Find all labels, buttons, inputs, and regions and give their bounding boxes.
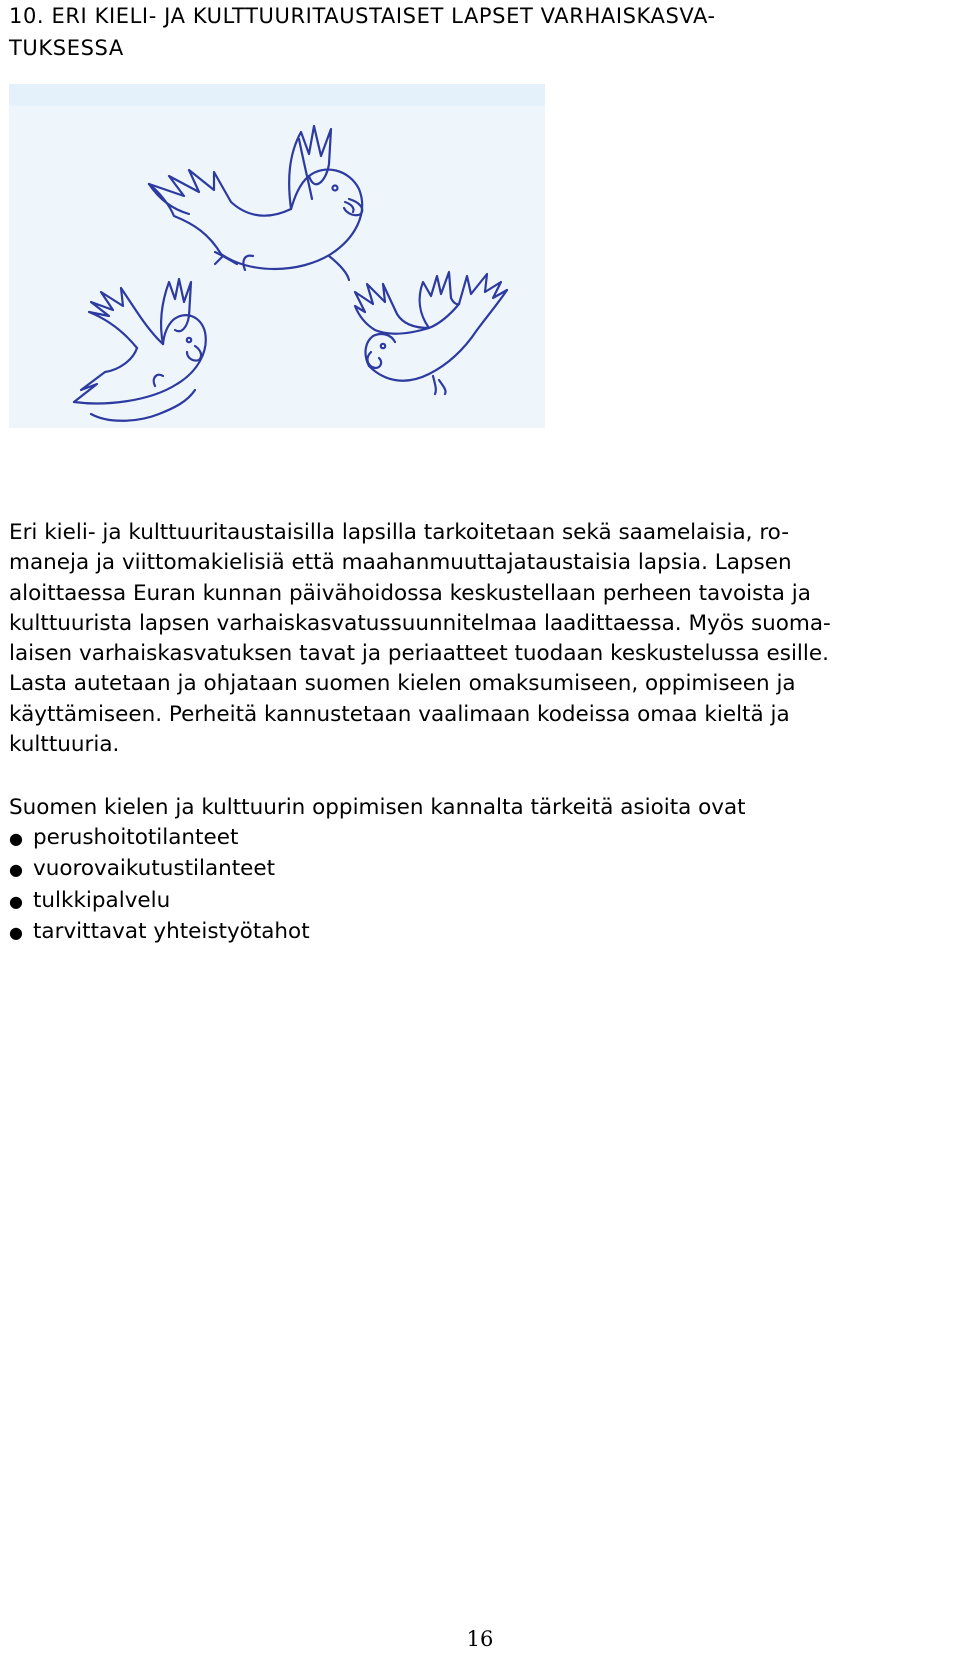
list-item-label: perushoitotilanteet — [33, 825, 239, 850]
three-birds-drawing-icon — [9, 84, 545, 428]
section-heading — [9, 0, 949, 64]
paragraph-line: aloittaessa Euran kunnan päivähoidossa keskustellaan perheen tavoista ja — [9, 580, 811, 606]
bullet-icon: ● — [9, 891, 23, 911]
intro-paragraph — [9, 518, 939, 760]
section-heading-line-1: 10. ERI KIELI- JA KULTTUURITAUSTAISET LAPSET VARHAISKASVA- — [9, 4, 716, 28]
bullet-icon: ● — [9, 922, 23, 942]
list-item — [9, 917, 310, 948]
bullet-icon: ● — [9, 829, 23, 848]
page-number: 16 — [466, 1627, 494, 1651]
paragraph-line: Lasta autetaan ja ohjataan suomen kielen omaksumiseen, oppimiseen ja — [9, 671, 796, 697]
section-heading-line-2: TUKSESSA — [9, 36, 124, 60]
list-item-label: tulkkipalvelu — [33, 887, 171, 913]
list-item — [9, 854, 310, 885]
list-item — [9, 886, 310, 917]
paragraph-line: laisen varhaiskasvatuksen tavat ja periaatteet tuodaan keskustelussa esille. — [9, 641, 829, 667]
list-intro-text — [9, 793, 939, 823]
important-items-list — [9, 823, 310, 948]
list-item-label: tarvittavat yhteistyötahot — [33, 918, 310, 944]
list-intro-line: Suomen kielen ja kulttuurin oppimisen kannalta tärkeitä asioita ovat — [9, 795, 746, 820]
paragraph-line: Eri kieli- ja kulttuuritaustaisilla lapsilla tarkoitetaan sekä saamelaisia, ro- — [9, 520, 789, 545]
paragraph-line: kulttuurista lapsen varhaiskasvatussuunnitelmaa laadittaessa. Myös suoma- — [9, 610, 831, 636]
bullet-icon: ● — [9, 860, 23, 880]
paragraph-line: maneja ja viittomakielisiä että maahanmuuttajataustaisia lapsia. Lapsen — [9, 550, 792, 576]
paragraph-line: käyttämiseen. Perheitä kannustetaan vaalimaan kodeissa omaa kieltä ja — [9, 701, 790, 727]
paragraph-line: kulttuuria. — [9, 732, 120, 758]
list-item — [9, 823, 310, 854]
list-item-label: vuorovaikutustilanteet — [33, 856, 276, 882]
